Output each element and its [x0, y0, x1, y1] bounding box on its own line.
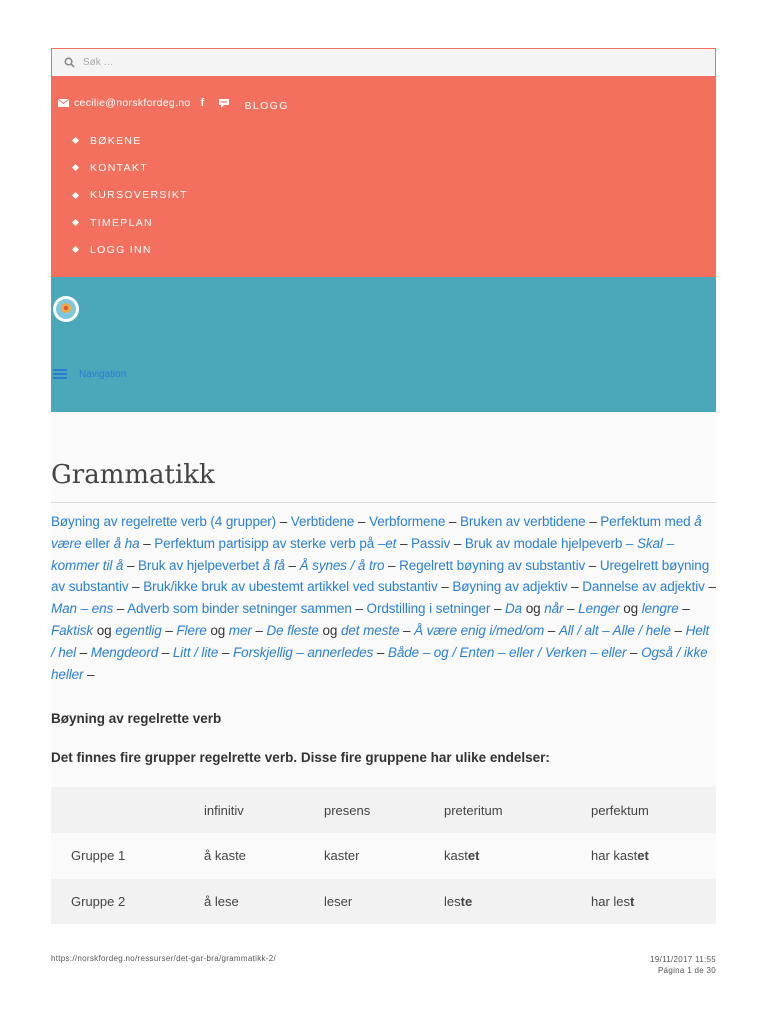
table-cell: [444, 879, 591, 925]
topic-link[interactable]: Både – og / Enten – eller / Verken – eller: [387, 644, 627, 660]
cell-ending: et: [467, 848, 480, 864]
table-cell: [204, 879, 324, 925]
navigation-toggle[interactable]: [53, 367, 126, 381]
link-separator: –: [354, 514, 370, 529]
topic-link[interactable]: Litt / lite: [172, 644, 219, 660]
table-header-cell: presens: [324, 802, 371, 818]
page: [51, 48, 716, 924]
link-separator: –: [276, 514, 291, 529]
link-separator: –: [490, 601, 506, 617]
section-heading: Bøyning av regelrette verb: [51, 711, 222, 727]
menu-item-kursoversikt[interactable]: KURSOVERSIKT: [73, 182, 188, 209]
link-separator: –: [384, 557, 400, 573]
cell-text: har kast: [591, 848, 638, 864]
link-separator: –: [251, 622, 267, 638]
topic-link[interactable]: Bruken av verbtidene: [459, 514, 586, 529]
footer-url: https://norskfordeg.no/ressurser/det-gar-bra/grammatikk-2/: [51, 954, 277, 963]
main-menu: [73, 127, 188, 263]
diamond-bullet-icon: [72, 137, 79, 144]
topic-link[interactable]: Bøyning av adjektiv: [452, 579, 568, 595]
link-separator: –: [670, 622, 686, 638]
diamond-bullet-icon: [72, 192, 79, 199]
link-separator: –: [678, 601, 690, 617]
link-separator: –: [83, 666, 95, 682]
link-separator: og: [93, 622, 116, 638]
hamburger-icon: [53, 367, 67, 381]
link-separator: og: [206, 622, 229, 638]
table-row: [51, 833, 716, 879]
topic-link[interactable]: Flere: [176, 622, 207, 638]
link-separator: og: [619, 601, 642, 617]
print-footer: [51, 954, 716, 975]
link-separator: –: [585, 557, 600, 573]
link-separator: –: [123, 557, 139, 573]
link-separator: –: [450, 535, 465, 551]
intro-text: Det finnes fire grupper regelrette verb. Disse fire gruppene har ulike endelser:: [51, 750, 550, 766]
link-separator: –: [445, 514, 460, 529]
topic-link[interactable]: Bruk av modale hjelpeverb: [464, 535, 623, 551]
link-separator: –: [563, 601, 579, 617]
menu-item-logg-inn[interactable]: LOGG INN: [73, 236, 188, 263]
link-separator: og: [318, 622, 341, 638]
topic-link[interactable]: Verbtidene: [290, 514, 355, 529]
topic-link[interactable]: Lenger: [578, 601, 620, 617]
link-separator: –: [567, 579, 583, 595]
topic-link[interactable]: Skal – kommer til å: [51, 535, 674, 573]
topic-link[interactable]: det meste: [340, 622, 400, 638]
link-separator: –: [399, 622, 415, 638]
table-header-row: [51, 787, 716, 833]
topic-link[interactable]: å ha: [113, 535, 140, 551]
search-bar[interactable]: [51, 48, 716, 77]
topic-link[interactable]: Perfektum med: [600, 514, 695, 529]
table-header-cell: infinitiv: [204, 802, 244, 818]
topic-link[interactable]: Også / ikke heller: [51, 644, 708, 682]
cell-ending: t: [630, 894, 635, 910]
link-separator: –: [704, 579, 716, 595]
table-cell: [204, 833, 324, 879]
cell-text: har les: [591, 894, 631, 910]
topic-link[interactable]: å være: [51, 514, 702, 551]
topic-link[interactable]: når: [544, 601, 564, 617]
chat-icon[interactable]: [218, 98, 230, 109]
cell-text: kast: [444, 848, 468, 864]
topic-link[interactable]: Da: [505, 601, 523, 617]
topic-link[interactable]: Ordstilling i setninger: [366, 601, 491, 617]
link-separator: –: [139, 535, 155, 551]
table-cell: [591, 833, 716, 879]
topic-link[interactable]: Helt / hel: [51, 622, 710, 660]
link-separator: –: [113, 601, 128, 617]
topic-link[interactable]: –et: [377, 535, 397, 551]
cell-text: kaster: [324, 848, 360, 864]
topic-link[interactable]: eller: [81, 535, 114, 551]
topic-link[interactable]: All / alt – Alle / hele: [558, 622, 671, 638]
topic-link[interactable]: Verbformene: [369, 514, 446, 529]
topic-link[interactable]: lengre: [641, 601, 679, 617]
cell-text: Gruppe 1: [71, 848, 126, 864]
link-separator: –: [158, 644, 173, 660]
topic-link[interactable]: egentlig: [115, 622, 162, 638]
table-cell: [51, 879, 204, 925]
diamond-bullet-icon: [72, 246, 79, 253]
cell-text: les: [444, 894, 461, 910]
page-title: Grammatikk: [51, 460, 716, 503]
top-bar: [51, 77, 716, 277]
topic-link[interactable]: Man – ens: [51, 601, 114, 617]
table-cell: [324, 879, 444, 925]
table-row: [51, 879, 716, 925]
search-input[interactable]: [83, 57, 483, 68]
conjugation-table: [51, 787, 716, 924]
topic-link[interactable]: De fleste: [266, 622, 319, 638]
link-separator: og: [522, 601, 545, 617]
brand-bar: [51, 277, 716, 412]
table-cell: [51, 833, 204, 879]
topic-link[interactable]: Å være enig i/med/om: [414, 622, 545, 638]
facebook-icon[interactable]: f: [200, 97, 205, 109]
topic-link[interactable]: å få: [262, 557, 285, 573]
footer-page: Página 1 de 30: [657, 966, 716, 975]
cell-text: Gruppe 2: [71, 894, 126, 910]
diamond-bullet-icon: [72, 219, 79, 226]
topic-link[interactable]: Bøyning av regelrette verb (4 grupper): [51, 514, 277, 529]
topic-link[interactable]: Adverb som binder setninger sammen: [127, 601, 352, 617]
topic-link[interactable]: Bruk av hjelpeverbet: [138, 557, 263, 573]
main-content: [51, 412, 716, 924]
topic-link[interactable]: Passiv: [411, 535, 451, 551]
link-separator: –: [351, 601, 367, 617]
cell-text: leser: [324, 894, 353, 910]
topic-link[interactable]: Uregelrett bøyning av substantiv: [51, 557, 710, 595]
topic-link[interactable]: Perfektum partisipp av sterke verb på: [154, 535, 378, 551]
cell-ending: et: [637, 848, 649, 864]
topic-link[interactable]: –: [622, 535, 637, 551]
menu-item-timeplan[interactable]: TIMEPLAN: [73, 209, 188, 236]
search-icon: [64, 57, 75, 68]
topic-links: [51, 511, 716, 685]
link-separator: –: [396, 535, 412, 551]
link-separator: –: [544, 622, 559, 638]
topic-link[interactable]: Dannelse av adjektiv: [582, 579, 705, 595]
contact-row: [58, 97, 289, 112]
topic-link[interactable]: mer: [228, 622, 252, 638]
topic-link[interactable]: Å synes / å tro: [299, 557, 385, 573]
link-separator: –: [626, 644, 642, 660]
topic-link[interactable]: Mengdeord: [90, 644, 159, 660]
topic-link[interactable]: Bruk/ikke bruk av ubestemt artikkel ved substantiv: [143, 579, 438, 595]
topic-link[interactable]: Forskjellig – annerledes: [233, 644, 374, 660]
menu-item-bokene[interactable]: BØKENE: [73, 127, 188, 154]
logo-icon[interactable]: [52, 295, 80, 323]
table-cell: [444, 833, 591, 879]
table-header-cell: [51, 787, 204, 833]
diamond-bullet-icon: [72, 164, 79, 171]
link-separator: –: [284, 557, 300, 573]
cell-text: å kaste: [204, 848, 246, 864]
link-separator: –: [585, 514, 601, 529]
footer-datetime: 19/11/2017 11:55: [650, 955, 716, 964]
link-separator: –: [128, 579, 144, 595]
menu-item-kontakt[interactable]: KONTAKT: [73, 154, 188, 181]
cell-ending: te: [460, 894, 473, 910]
mail-icon: [58, 99, 69, 107]
link-separator: –: [437, 579, 453, 595]
navigation-label: Navigation: [79, 368, 127, 380]
table-header-cell: perfektum: [591, 802, 649, 818]
link-separator: –: [161, 622, 177, 638]
link-separator: –: [218, 644, 234, 660]
table-cell: [324, 833, 444, 879]
link-separator: –: [76, 644, 91, 660]
email-link[interactable]: cecilie@norskfordeg.no: [74, 97, 191, 109]
cell-text: å lese: [204, 894, 239, 910]
topic-link[interactable]: Faktisk: [51, 622, 94, 638]
topic-link[interactable]: Regelrett bøyning av substantiv: [399, 557, 586, 573]
blog-link[interactable]: BLOGG: [244, 100, 289, 112]
table-header-cell: preteritum: [444, 802, 503, 818]
link-separator: –: [373, 644, 388, 660]
table-cell: [591, 879, 716, 925]
